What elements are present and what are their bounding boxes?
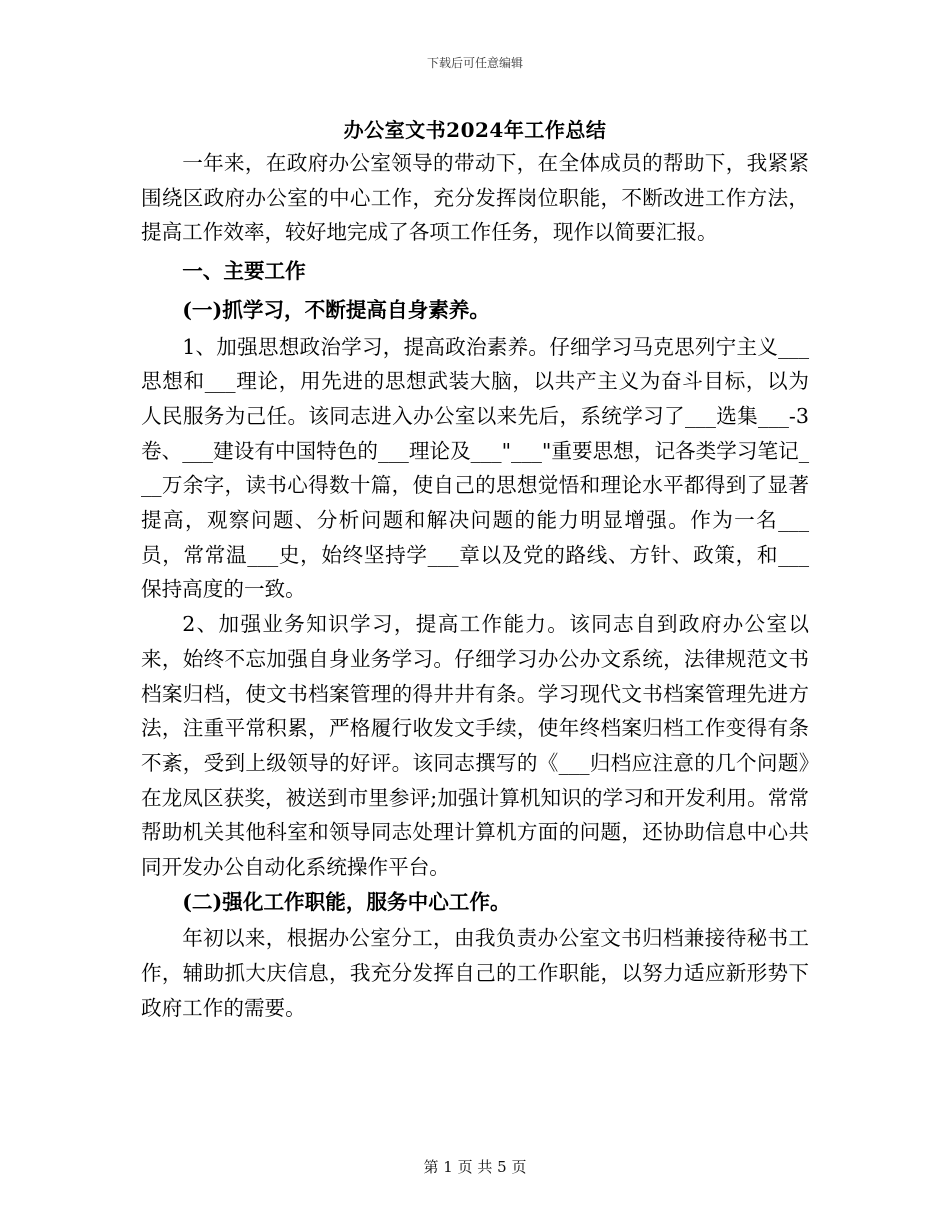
- paragraph-functions: 年初以来，根据办公室分工，由我负责办公室文书归档兼接待秘书工作，辅助抓大庆信息，我充分发挥自己的工作职能，以努力适应新形势下政府工作的需要。: [141, 926, 809, 1020]
- subsection-heading-study: (一)抓学习，不断提高自身素养。: [182, 297, 490, 322]
- header-note: 下载后可任意编辑: [426, 56, 523, 70]
- intro-paragraph: 一年来，在政府办公室领导的带动下，在全体成员的帮助下，我紧紧围绕区政府办公室的中心工作，充分发挥岗位职能，不断改进工作方法，提高工作效率，较好地完成了各项工作任务，现作以简要汇报。: [141, 151, 809, 245]
- section-heading-main-work: 一、主要工作: [182, 259, 306, 284]
- document-title: 办公室文书2024年工作总结: [343, 118, 607, 142]
- document-body: [141, 146, 809, 1026]
- subsection-heading-functions: (二)强化工作职能，服务中心工作。: [182, 889, 511, 914]
- paragraph-political-study: 1、加强思想政治学习，提高政治素养。仔细学习马克思列宁主义___思想和___理论，用先进的思想武装大脑，以共产主义为奋斗目标，以为人民服务为己任。该同志进入办公室以来先后，系统学习了___选集___-3卷、___建设有中国特色的___理论及___"___"重要思想，记各类学习笔记___万余字，读书心得数十篇，使自己的思想觉悟和理论水平都得到了显著提高，观察问题、分析问题和解决问题的能力明显增强。作为一名___员，常常温___史，始终坚持学___章以及党的路线、方针、政策，和___保持高度的一致。: [141, 334, 809, 602]
- paragraph-business-study: 2、加强业务知识学习，提高工作能力。该同志自到政府办公室以来，始终不忘加强自身业务学习。仔细学习办公办文系统，法律规范文书档案归档，使文书档案管理的得井井有条。学习现代文书档案管理先进方法，注重平常积累，严格履行收发文手续，使年终档案归档工作变得有条不紊，受到上级领导的好评。该同志撰写的《___归档应注意的几个问题》在龙凤区获奖，被送到市里参评;加强计算机知识的学习和开发利用。常常帮助机关其他科室和领导同志处理计算机方面的问题，还协助信息中心共同开发办公自动化系统操作平台。: [141, 612, 809, 880]
- page-number-footer: 第 1 页 共 5 页: [423, 1158, 527, 1176]
